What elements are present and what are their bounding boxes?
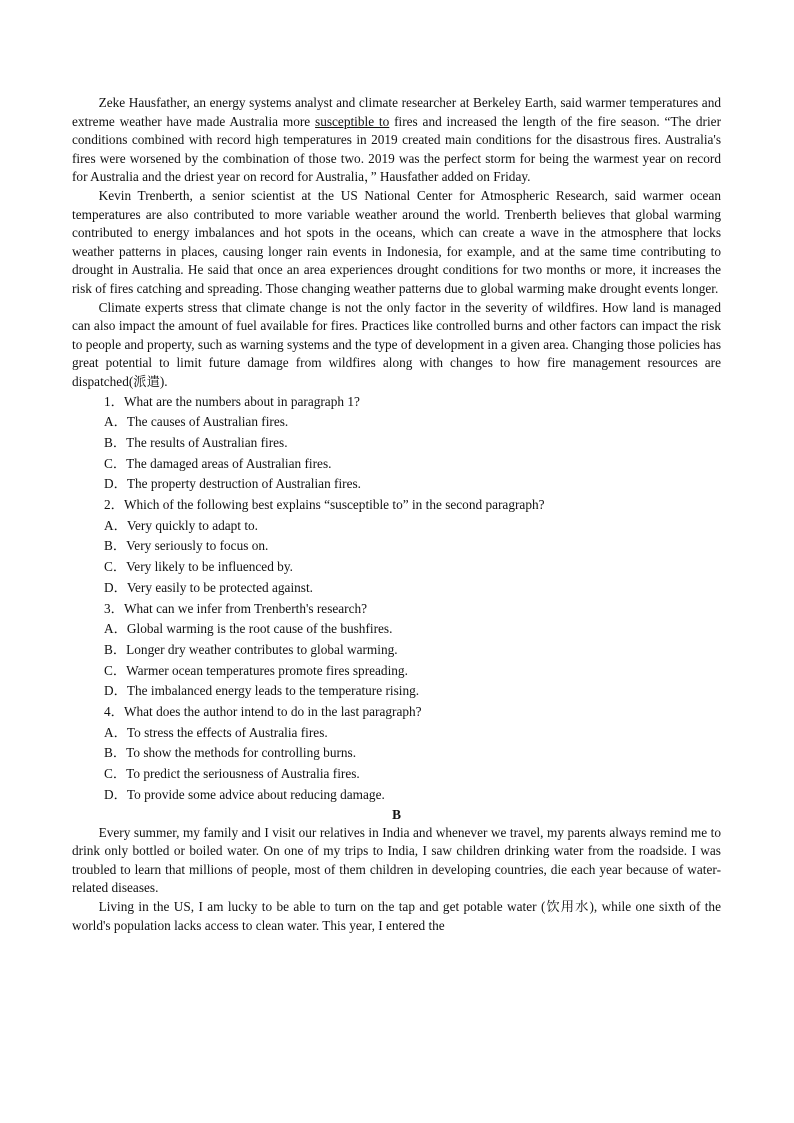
option-a: A．The causes of Australian fires. <box>104 414 289 430</box>
question-3 <box>72 599 721 703</box>
option-a: A．Very quickly to adapt to. <box>104 517 258 533</box>
paragraph-1-text-start: Zeke Hausfather, an energy systems analyst and climate researcher at Berkeley Earth, said warmer temperatures and extreme weather have made Australia more <box>72 95 721 129</box>
option-b: B．To show the methods for controlling burns. <box>104 745 357 761</box>
question-1 <box>72 392 721 496</box>
option-d: D．To provide some advice about reducing damage. <box>104 786 385 802</box>
passage-b-paragraph-1: Every summer, my family and I visit our relatives in India and whenever we travel, my parents always remind me to drink only bottled or boiled water. On one of my trips to India, I saw children drinking water from the roadside. I was troubled to learn that millions of people, most of them children in developing countries, die each year because of water-related diseases. <box>72 824 721 896</box>
passage-a-paragraph-2: Kevin Trenberth, a senior scientist at the US National Center for Atmospheric Research, said warmer ocean temperatures are also contributed to more variable weather around the world. Trenberth believes that global warming contributed to energy imbalances and hot spots in the oceans, which can create a wave in the atmosphere that locks weather patterns in places, causing longer rain events in Indonesia, for example, and at the same time contributing to drought in Australia. He said that once an area experiences drought conditions for two months or more, it increases the risk of fires catching and spreading. Those changing weather patterns due to global warming make drought events longer. <box>72 187 721 296</box>
option-a: A．To stress the effects of Australia fires. <box>104 724 328 740</box>
passage-b-paragraph-2: Living in the US, I am lucky to be able to turn on the tap and get potable water (饮用水), while one sixth of the world's population lacks access to clean water. This year, I entered the <box>72 898 721 933</box>
option-d: D．The property destruction of Australian fires. <box>104 476 362 492</box>
option-d: D．The imbalanced energy leads to the temperature rising. <box>104 683 420 699</box>
underlined-phrase: susceptible to <box>315 113 390 129</box>
passage-a-paragraph-3: Climate experts stress that climate change is not the only factor in the severity of wildfires. How land is managed can also impact the amount of fuel available for fires. Practices like controlled burns and other factors can impact the risk to people and property, such as warning systems and the type of development in a given area. Changing those policies has great potential to limit future damage from wildfires along with changes to how fire management resources are dispatched(派遣). <box>72 299 721 389</box>
paragraph-1-text-end: fires and increased the length of the fire season. “The drier conditions combined with record high temperatures in 2019 created main conditions for the disastrous fires. Australia's fires were worsened by the combination of those two. 2019 was the perfect storm for being the warmest year on record for Australia and the driest year on record for Australia，” Hausfather added on Friday. <box>72 113 721 185</box>
question-4 <box>72 702 721 806</box>
section-b-heading: B <box>392 806 401 822</box>
option-b: B．The results of Australian fires. <box>104 434 288 450</box>
option-c: C．The damaged areas of Australian fires. <box>104 455 332 471</box>
question-stem: 4．What does the author intend to do in the last paragraph? <box>104 704 422 720</box>
passage-a-paragraph-1 <box>72 94 721 187</box>
option-c: C．Very likely to be influenced by. <box>104 559 293 575</box>
option-d: D．Very easily to be protected against. <box>104 579 313 595</box>
option-b: B．Longer dry weather contributes to global warming. <box>104 641 398 657</box>
option-c: C．To predict the seriousness of Australia fires. <box>104 766 360 782</box>
question-stem: 1．What are the numbers about in paragraph 1? <box>104 393 360 409</box>
option-b: B．Very seriously to focus on. <box>104 538 269 554</box>
option-a: A．Global warming is the root cause of the bushfires. <box>104 621 393 637</box>
question-stem: 2．Which of the following best explains “susceptible to” in the second paragraph? <box>104 497 545 513</box>
option-c: C．Warmer ocean temperatures promote fires spreading. <box>104 662 408 678</box>
question-stem: 3．What can we infer from Trenberth's research? <box>104 600 368 616</box>
document-body <box>72 94 721 935</box>
question-2 <box>72 495 721 599</box>
